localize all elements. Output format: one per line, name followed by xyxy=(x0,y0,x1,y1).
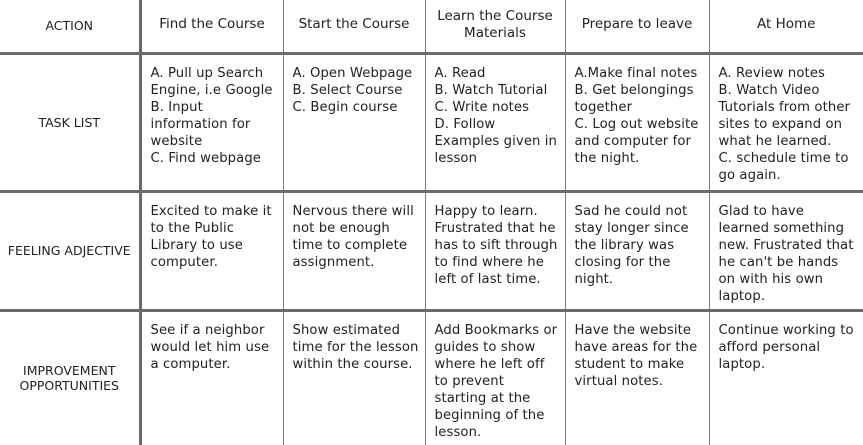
task-cell-start-course: A. Open Webpage B. Select Course C. Begin course xyxy=(283,53,425,191)
feeling-cell-start-course: Nervous there will not be enough time to complete assignment. xyxy=(283,191,425,310)
task-cell-at-home: A. Review notes B. Watch Video Tutorials from other sites to expand on what he learned. C. schedule time to go again. xyxy=(709,53,863,191)
task-list-label: TASK LIST xyxy=(0,53,140,191)
task-cell-find-course: A. Pull up Search Engine, i.e Google B. Input information for website C. Find webpage xyxy=(140,53,283,191)
improvement-opportunities-row xyxy=(0,310,863,445)
improvement-cell-at-home: Continue working to afford personal laptop. xyxy=(709,310,863,445)
task-list-row xyxy=(0,53,863,191)
stage-header-prepare-leave: Prepare to leave xyxy=(565,0,709,53)
feeling-adjective-row xyxy=(0,191,863,310)
task-cell-learn-materials: A. Read B. Watch Tutorial C. Write notes D. Follow Examples given in lesson xyxy=(425,53,565,191)
improvement-cell-learn-materials: Add Bookmarks or guides to show where he left off to prevent starting at the beginning of the lesson. xyxy=(425,310,565,445)
feeling-cell-find-course: Excited to make it to the Public Library to use computer. xyxy=(140,191,283,310)
header-row xyxy=(0,0,863,53)
action-header: ACTION xyxy=(0,0,140,53)
stage-header-learn-materials: Learn the Course Materials xyxy=(425,0,565,53)
stage-header-at-home: At Home xyxy=(709,0,863,53)
improvement-cell-find-course: See if a neighbor would let him use a computer. xyxy=(140,310,283,445)
feeling-cell-at-home: Glad to have learned something new. Frustrated that he can't be hands on with his own laptop. xyxy=(709,191,863,310)
stage-header-find-course: Find the Course xyxy=(140,0,283,53)
stage-header-start-course: Start the Course xyxy=(283,0,425,53)
feeling-cell-prepare-leave: Sad he could not stay longer since the library was closing for the night. xyxy=(565,191,709,310)
feeling-cell-learn-materials: Happy to learn. Frustrated that he has to sift through to find where he left of last time. xyxy=(425,191,565,310)
task-cell-prepare-leave: A.Make final notes B. Get belongings together C. Log out website and computer for the night. xyxy=(565,53,709,191)
improvement-opportunities-label: IMPROVEMENT OPPORTUNITIES xyxy=(0,310,140,445)
feeling-adjective-label: FEELING ADJECTIVE xyxy=(0,191,140,310)
improvement-cell-prepare-leave: Have the website have areas for the student to make virtual notes. xyxy=(565,310,709,445)
improvement-cell-start-course: Show estimated time for the lesson within the course. xyxy=(283,310,425,445)
